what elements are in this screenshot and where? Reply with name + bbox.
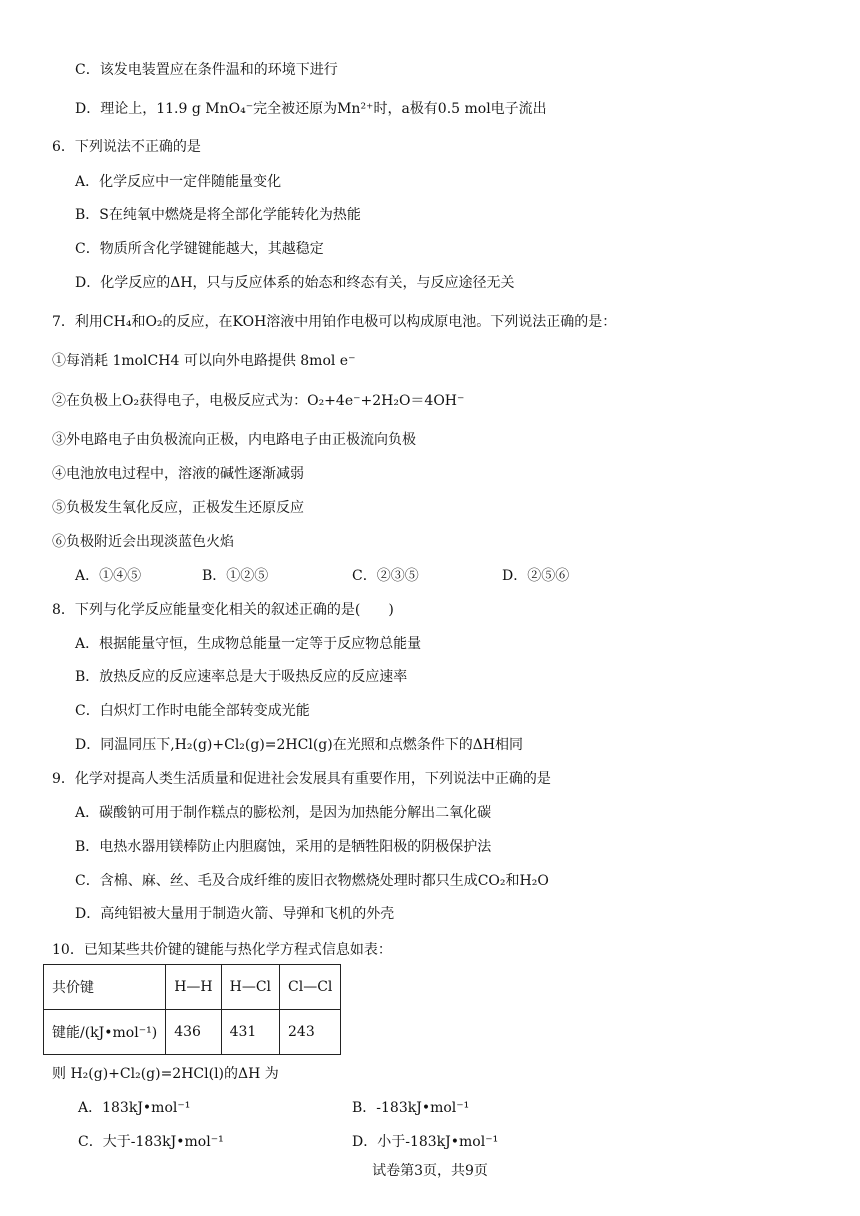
q9-option-c: C．含棉、麻、丝、毛及合成纤维的废旧衣物燃烧处理时都只生成CO₂和H₂O [75,873,549,889]
question-9: 9．化学对提高人类生活质量和促进社会发展具有重要作用，下列说法中正确的是 [52,771,551,787]
table-header-cell: 共价键 [44,965,166,1010]
page-footer: 试卷第3页，共9页 [372,1163,488,1179]
q8-option-c: C．白炽灯工作时电能全部转变成光能 [75,703,310,719]
q8-option-d: D．同温同压下,H₂(g)+Cl₂(g)=2HCl(g)在光照和点燃条件下的ΔH相同 [75,737,524,753]
q7-option-c: C．②③⑤ [352,568,419,584]
table-header-cell: Cl—Cl [280,965,341,1010]
bond-energy-table [43,964,341,1055]
q10-option-c: C．大于-183kJ•mol⁻¹ [78,1134,224,1150]
q7-statement-4: ④电池放电过程中，溶液的碱性逐渐减弱 [52,466,304,482]
table-cell: 键能/(kJ•mol⁻¹) [44,1010,166,1055]
table-cell: 436 [166,1010,221,1055]
q6-option-a: A．化学反应中一定伴随能量变化 [75,174,282,190]
q8-option-a: A．根据能量守恒，生成物总能量一定等于反应物总能量 [75,636,422,652]
question-8: 8．下列与化学反应能量变化相关的叙述正确的是( ) [52,602,394,618]
q10-option-b: B．-183kJ•mol⁻¹ [352,1100,470,1116]
table-row [44,965,341,1010]
q7-option-a: A．①④⑤ [75,568,142,584]
q8-option-b: B．放热反应的反应速率总是大于吸热反应的反应速率 [75,669,408,685]
q7-statement-2: ②在负极上O₂获得电子，电极反应式为：O₂+4e⁻+2H₂O＝4OH⁻ [52,393,465,409]
question-6: 6．下列说法不正确的是 [52,139,201,155]
table-cell: 243 [280,1010,341,1055]
q7-statement-3: ③外电路电子由负极流向正极，内电路电子由正极流向负极 [52,432,416,448]
table-header-cell: H—H [166,965,221,1010]
q7-option-b: B．①②⑤ [202,568,269,584]
q6-option-c: C．物质所含化学键键能越大，其越稳定 [75,241,324,257]
table-header-cell: H—Cl [221,965,279,1010]
q6-option-b: B．S在纯氧中燃烧是将全部化学能转化为热能 [75,207,361,223]
q6-option-d: D．化学反应的ΔH，只与反应体系的始态和终态有关，与反应途径无关 [75,275,515,291]
q7-statement-6: ⑥负极附近会出现淡蓝色火焰 [52,534,234,550]
table-cell: 431 [221,1010,279,1055]
q7-statement-5: ⑤负极发生氧化反应，正极发生还原反应 [52,500,304,516]
q5-option-c: C．该发电装置应在条件温和的环境下进行 [75,62,338,78]
q9-option-d: D．高纯铝被大量用于制造火箭、导弹和飞机的外壳 [75,906,395,922]
q10-option-a: A．183kJ•mol⁻¹ [78,1100,191,1116]
q9-option-b: B．电热水器用镁棒防止内胆腐蚀，采用的是牺牲阳极的阴极保护法 [75,839,492,855]
q5-option-d: D．理论上，11.9 g MnO₄⁻完全被还原为Mn²⁺时，a极有0.5 mol电子流出 [75,101,547,117]
q7-statement-1: ①每消耗 1molCH4 可以向外电路提供 8mol e⁻ [52,353,356,369]
q10-stem: 则 H₂(g)+Cl₂(g)=2HCl(l)的ΔH 为 [52,1066,279,1082]
table-row [44,1010,341,1055]
q7-option-d: D．②⑤⑥ [502,568,570,584]
question-10: 10．已知某些共价键的键能与热化学方程式信息如表： [52,942,392,958]
q10-option-d: D．小于-183kJ•mol⁻¹ [352,1134,499,1150]
q9-option-a: A．碳酸钠可用于制作糕点的膨松剂，是因为加热能分解出二氧化碳 [75,805,492,821]
question-7: 7．利用CH₄和O₂的反应，在KOH溶液中用铂作电极可以构成原电池。下列说法正确的是： [52,314,617,330]
